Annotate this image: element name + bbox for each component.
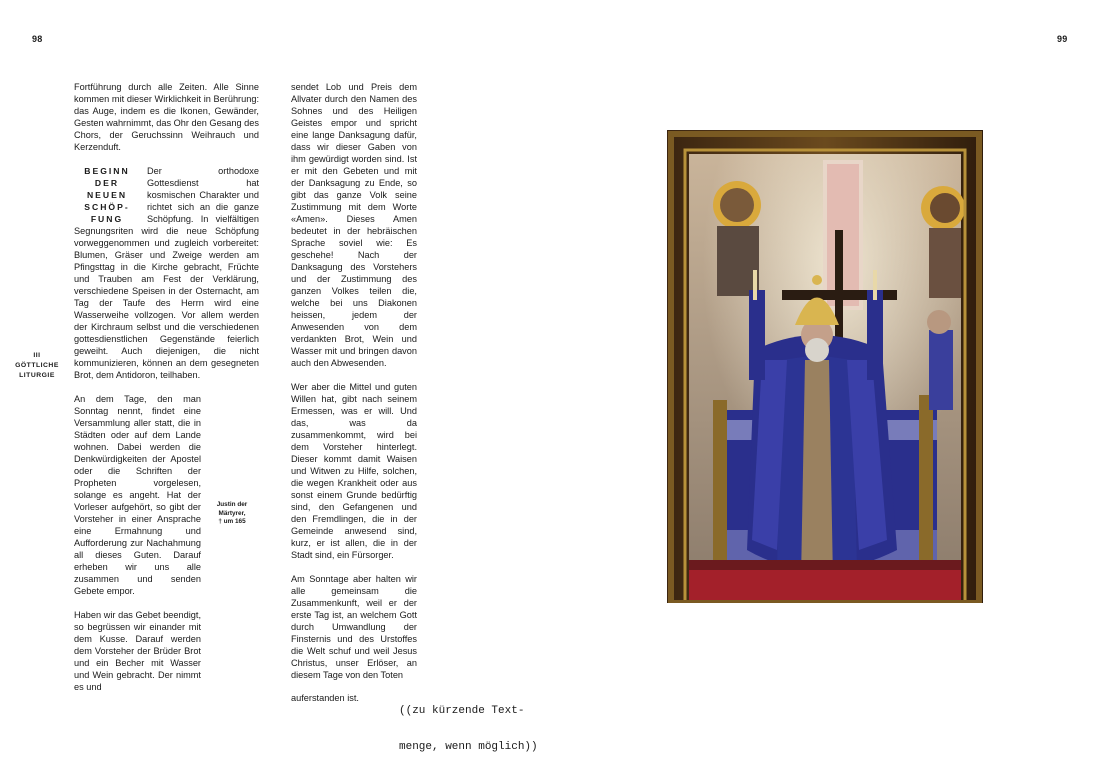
editor-note — [399, 681, 538, 765]
page-number-right: 99 — [1057, 34, 1068, 44]
sidehead-block — [74, 165, 259, 381]
citation-line: Justin der — [216, 501, 248, 508]
sidehead-line: BEGINN — [84, 166, 130, 176]
editor-note-line: menge, wenn möglich)) — [399, 741, 538, 753]
sidehead-line: SCHÖP- — [84, 202, 130, 212]
text-column-1 — [74, 81, 259, 705]
editor-note-line: ((zu kürzende Text- — [399, 705, 525, 717]
sidehead-line: FUNG — [90, 214, 124, 224]
photo-orthodox-bishop — [667, 130, 983, 603]
section-title-2: LITURGIE — [19, 372, 55, 379]
citation-justin — [206, 501, 258, 527]
sidehead-line: NEUEN — [86, 190, 128, 200]
paragraph-justin-2: Haben wir das Gebet beendigt, so begrüssen wir einander mit dem Kusse. Darauf werden dem Vorsteher der Brüder Brot und ein Becher mit Wasser und Wein gebracht. Der nimmt es und — [74, 610, 201, 692]
citation-line: Märtyrer, — [218, 509, 246, 517]
paragraph-col2-1: sendet Lob und Preis dem Allvater durch den Namen des Sohnes und des Heiligen Geistes empor und spricht eine lange Danksagung dafür, dass wir dieser Gaben von ihm gewürdigt worden sind. Ist er mit den Gebeten und mit der Danksagung zu Ende, so gibt das ganze Volk seine Zustimmung mit dem Worte «Amen». Dieses Amen bedeutet in der hebräischen Sprache soviel wie: Es geschehe! Nach der Danksagung des Vorstehers und der Zustimmung des ganzen Volkes teilen die, welche bei uns Diakonen heissen, jedem der Anwesenden von dem verdankten Brot, Wein und Wasser mit und bringen davon auch den Abwesenden. — [291, 82, 417, 368]
section-title-1: GÖTTLICHE — [15, 362, 59, 369]
citation-line: † um 165 — [218, 518, 246, 525]
section-label — [14, 351, 60, 381]
paragraph-col2-2: Wer aber die Mittel und guten Willen hat, gibt nach seinem Ermessen, was er will. Und das, was da zusammenkommt, wird bei dem Vorsteher hinterlegt. Dieser kommt damit Waisen und Witwen zu Hilfe, solchen, die wegen Krankheit oder aus sonst einem Grunde bedürftig sind, den Gefangenen und den Fremdlingen, die in der Gemeinde anwesend sind, kurz, er ist allen, die in der Stadt sind, ein Fürsorger. — [291, 382, 417, 560]
sidehead-line: DER — [94, 178, 120, 188]
paragraph-justin-1: An dem Tage, den man Sonntag nennt, findet eine Versammlung aller statt, die in Städten oder auf dem Lande wohnen. Dabei werden die Denkwürdigkeiten der Apostel oder die Schriften der Propheten vorgelesen, solange es angeht. Hat der Vorleser aufgehört, so gibt der Vorsteher in einer Ansprache eine Ermahnung und Aufforderung zur Nachahmung all dieses Guten. Darauf erheben wir uns alle zusammen und senden Gebete empor. — [74, 394, 201, 596]
paragraph-col2-3: Am Sonntage aber halten wir alle gemeinsam die Zusammenkunft, weil er der erste Tag ist, an welchem Gott durch Umwandlung der Finsternis und des Urstoffes die Welt schuf und weil Jesus Christus, unser Erlöser, an diesem Tage von den Toten — [291, 574, 417, 680]
paragraph-tail: auferstanden ist. — [291, 693, 359, 703]
paragraph-intro: Fortführung durch alle Zeiten. Alle Sinne kommen mit dieser Wirklichkeit in Berührung: das Auge, indem es die Ikonen, Gewänder, Gesten wahrnimmt, das Ohr den Gesang des Chors, der Geruchssinn Weihrauch und Kerzenduft. — [74, 82, 259, 152]
section-roman: III — [33, 352, 41, 359]
text-column-2 — [291, 81, 417, 693]
sidehead-beginn — [74, 165, 140, 225]
page-number-left: 98 — [32, 34, 43, 44]
photo-illustration — [667, 130, 983, 603]
paragraph-creation: Der orthodoxe Gottesdienst hat kosmischen Charakter und richtet sich an die ganze Schöpfung. In vielfältigen Segnungsriten wird die neue Schöpfung vorweggenommen und zugleich vorbereitet: Blumen, Gräser und Zweige werden am Pfingsttag in die Kirche gebracht, Früchte und Trauben am Fest der Verklärung, verschiedene Speisen in der Osternacht, am Tag der Taufe des Herrn wird eine Wasserweihe vollzogen. Vor allem werden der Kirchraum selbst und die verschiedenen gottesdienstlichen Gegenstände feierlich geweiht. Auch diejenigen, die nicht kommunizieren, können an dem gesegneten Brot, dem Antidoron, teilhaben. — [74, 166, 259, 380]
